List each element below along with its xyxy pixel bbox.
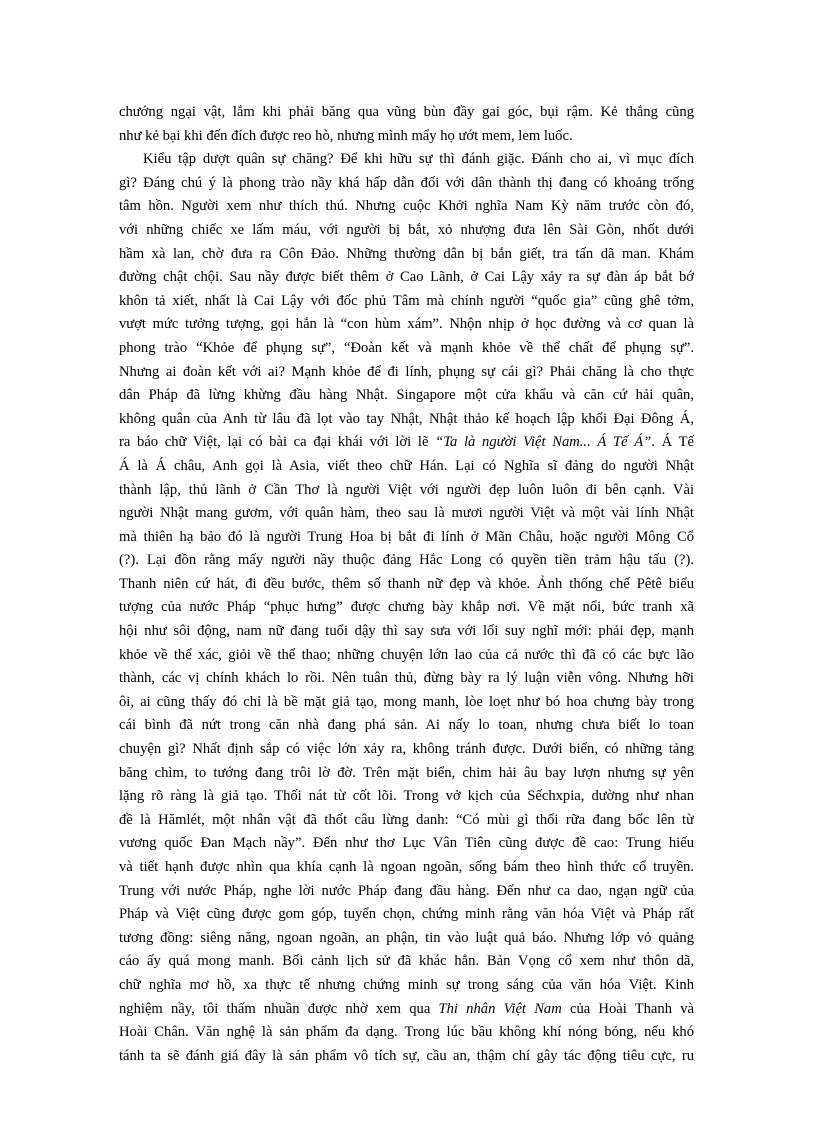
text-line [119,1045,694,1069]
text-line [119,950,694,974]
text-segment: gì? Đáng chú ý là phong trào nầy khá hấp dẫn đối với dân thành thị đang có khoảng trống [119,174,694,191]
text-segment: Pháp và Việt cũng được gom góp, tuyển chọn, chứng minh rằng văn hóa Việt và Pháp rất [119,906,694,923]
text-segment: thành lập, thủ lãnh ở Cần Thơ là người Việt với người đẹp luôn luôn đi bên cạnh. Vài [119,481,694,498]
text-segment: tương đồng: siêng năng, ngoan ngoãn, an phận, tin vào luật quả báo. Nhưng lớp vỏ quảng [119,929,694,946]
text-line [119,998,694,1022]
text-line [119,856,694,880]
text-line [119,172,694,196]
text-line [119,809,694,833]
text-segment: Hoài Chân. Văn nghệ là sản phẩm đa dạng. Trong lúc bầu không khí nóng bỏng, nếu khó [119,1024,694,1041]
text-line [119,243,694,267]
text-segment: (?). Lại đồn rằng mấy người nầy thuộc đảng Hắc Long có quyền tiền trảm hậu tấu (?). [119,552,694,569]
text-segment: thành, các vị chính khách lo rồi. Nên tuân thủ, đừng bày ra lý luận viễn vông. Nhưng hỡi [119,670,694,687]
text-segment: . Á Tế [651,434,694,451]
text-line [119,714,694,738]
text-line [119,762,694,786]
text-segment: đề là Hămlét, một nhân vật đã thốt câu lừng danh: “Có mùi gì thối rữa đang bốc lên từ [119,811,694,828]
text-line [119,927,694,951]
text-segment: ôi, ai cũng thấy đó chỉ là bề mặt giả tạo, mong manh, lòe loẹt như bó hoa chưng bày trong [119,693,694,710]
text-line [119,290,694,314]
text-segment: chướng ngại vật, lắm khi phải băng qua vũng bùn đầy gai góc, bụi rậm. Kẻ thắng cũng [119,104,694,120]
text-line [119,1021,694,1045]
text-segment: không quân của Anh từ lâu đã lọt vào tay Nhật, Nhật thảo kế hoạch lập khối Đại Đông Á, [119,410,694,427]
text-segment: người Nhật mang gươm, với quân hàm, theo sau là mươi người Việt và một vài lính Nhật [119,505,694,522]
text-line [119,337,694,361]
text-line [119,125,694,149]
text-segment: chữ nghĩa mơ hồ, xa thực tế nhưng chứng minh sự trong sáng của văn hóa Việt. Kinh [119,976,694,993]
text-line [119,313,694,337]
italic-title: Thi nhân Việt Nam [438,1000,562,1017]
text-segment: và tiết hạnh được nhìn qua khía cạnh là ngoan ngoãn, sống bám theo hình thức cổ truyền. [119,859,694,875]
text-segment: Á là Á châu, Anh gọi là Asia, viết theo chữ Hán. Lại có Nghĩa sĩ đảng do người Nhật [119,457,694,474]
text-segment: như kẻ bại khi đến đích được reo hò, nhưng mình mẩy họ ướt mem, lem luốc. [119,127,573,144]
text-line [119,573,694,597]
text-segment: mà thiên hạ bảo đó là người Trung Hoa bị bắt đi lính ở Mãn Châu, hoặc người Mông Cổ [119,528,694,545]
text-segment: phong trào “Khỏe để phụng sự”, “Đoàn kết và mạnh khỏe về thể chất để phụng sự”. [119,339,694,356]
text-line [119,691,694,715]
text-segment: ra báo chữ Việt, lại có bài ca đại khái với lời lẽ [119,434,429,451]
text-line [119,361,694,385]
text-line [119,785,694,809]
italic-title: “Ta là người Việt Nam... Á Tế Á” [435,434,652,451]
text-segment: tánh ta sẽ đánh giá đây là sản phẩm vô tích sự, cầu an, thậm chí gây tác động tiêu cực, ru [119,1047,694,1064]
text-line [119,738,694,762]
text-segment: Trung với nước Pháp, nghe lời nước Pháp đang đầu hàng. Đến như ca dao, ngạn ngữ của [119,882,694,899]
text-line [119,974,694,998]
text-line [119,219,694,243]
text-line [119,832,694,856]
text-line [119,526,694,550]
text-line [119,596,694,620]
text-line [119,384,694,408]
text-line [119,479,694,503]
text-segment: cái bình đã nứt trong căn nhà đang phá sản. Ai nấy lo toan, nhưng chưa biết lo toan [119,717,694,734]
text-line [119,455,694,479]
text-segment: Thanh niên cứ hát, đi đều bước, thêm số thanh nữ đẹp và khỏe. Ảnh thống chế Pêtê biểu [119,575,694,592]
text-line [119,148,694,172]
text-segment: tâm hồn. Người xem như thích thú. Nhưng cuộc Khởi nghĩa Nam Kỳ năm trước còn đó, [119,198,694,215]
text-line [119,549,694,573]
text-segment: tượng của nước Pháp “phục hưng” được chưng bày khắp nơi. Về mặt nổi, bức tranh xã [119,599,694,616]
text-line [119,502,694,526]
text-segment: cáo ấy quá mong manh. Bối cảnh lịch sử đã khác hẳn. Bản Vọng cổ xem như thôn dã, [119,953,694,970]
text-line [119,266,694,290]
document-page [119,101,694,1068]
text-segment: dân Pháp đã lừng khừng đầu hàng Nhật. Singapore một cửa khẩu và căn cứ hải quân, [119,387,694,404]
text-segment: khỏe về thể xác, giỏi về thể thao; những chuyện lớn lao của cả nước thì đã có các bực lão [119,646,694,663]
text-segment: đường chật chội. Sau nầy được biết thêm ở Cao Lãnh, ở Cai Lậy xảy ra sự đàn áp bắt bớ [119,269,694,286]
text-line [119,101,694,125]
text-line [119,880,694,904]
text-segment: Kiểu tập dượt quân sự chăng? Để khi hữu sự thì đánh giặc. Đánh cho ai, vì mục đích [143,151,694,168]
text-segment: vượt mức tưởng tượng, gọi hắn là “con hùm xám”. Nhộn nhịp ở học đường và cơ quan là [119,316,694,333]
text-line [119,667,694,691]
text-segment: nghiệm nầy, tôi thấm nhuần được nhờ xem qua [119,1000,431,1017]
text-segment: hầm xà lan, chờ đưa ra Côn Đảo. Những thường dân bị bắn giết, tra tấn dã man. Khám [119,245,694,262]
text-segment: hội như sôi động, nam nữ đang tuổi dậy thì say sưa với lối suy nghĩ mới: phải đẹp, mạnh [119,623,694,640]
text-line [119,408,694,432]
text-segment: chuyện gì? Nhất định sắp có việc lớn xảy ra, không tránh được. Dưới biển, có những tảng [119,741,694,758]
text-segment: Nhưng ai đoàn kết với ai? Mạnh khỏe để đi lính, phụng sự cái gì? Phải chăng là cho thực [119,363,694,380]
text-segment: của Hoài Thanh và [569,1000,694,1017]
text-line [119,431,694,455]
text-line [119,644,694,668]
text-segment: khôn tả xiết, nhất là Cai Lậy với đốc phủ Tâm mà chính người “quốc gia” cũng ghê tởm, [119,292,694,309]
text-segment: với những chiếc xe lấm máu, với người bị bắt, xỏ nhượng đưa lên Sài Gòn, nhốt dưới [119,221,694,238]
text-segment: lặng rõ ràng là giả tạo. Thối nát từ cốt lõi. Trong vở kịch của Sếchxpia, dường như nhan [119,788,694,805]
text-line [119,195,694,219]
text-line [119,620,694,644]
text-segment: vương quốc Đan Mạch nầy”. Đến như thơ Lục Vân Tiên cũng được đề cao: Trung hiếu [119,835,694,852]
text-segment: băng chìm, to tướng đang trôi lờ đờ. Trên mặt biển, chim hải âu bay lượn nhưng sự yên [119,764,694,781]
text-line [119,903,694,927]
